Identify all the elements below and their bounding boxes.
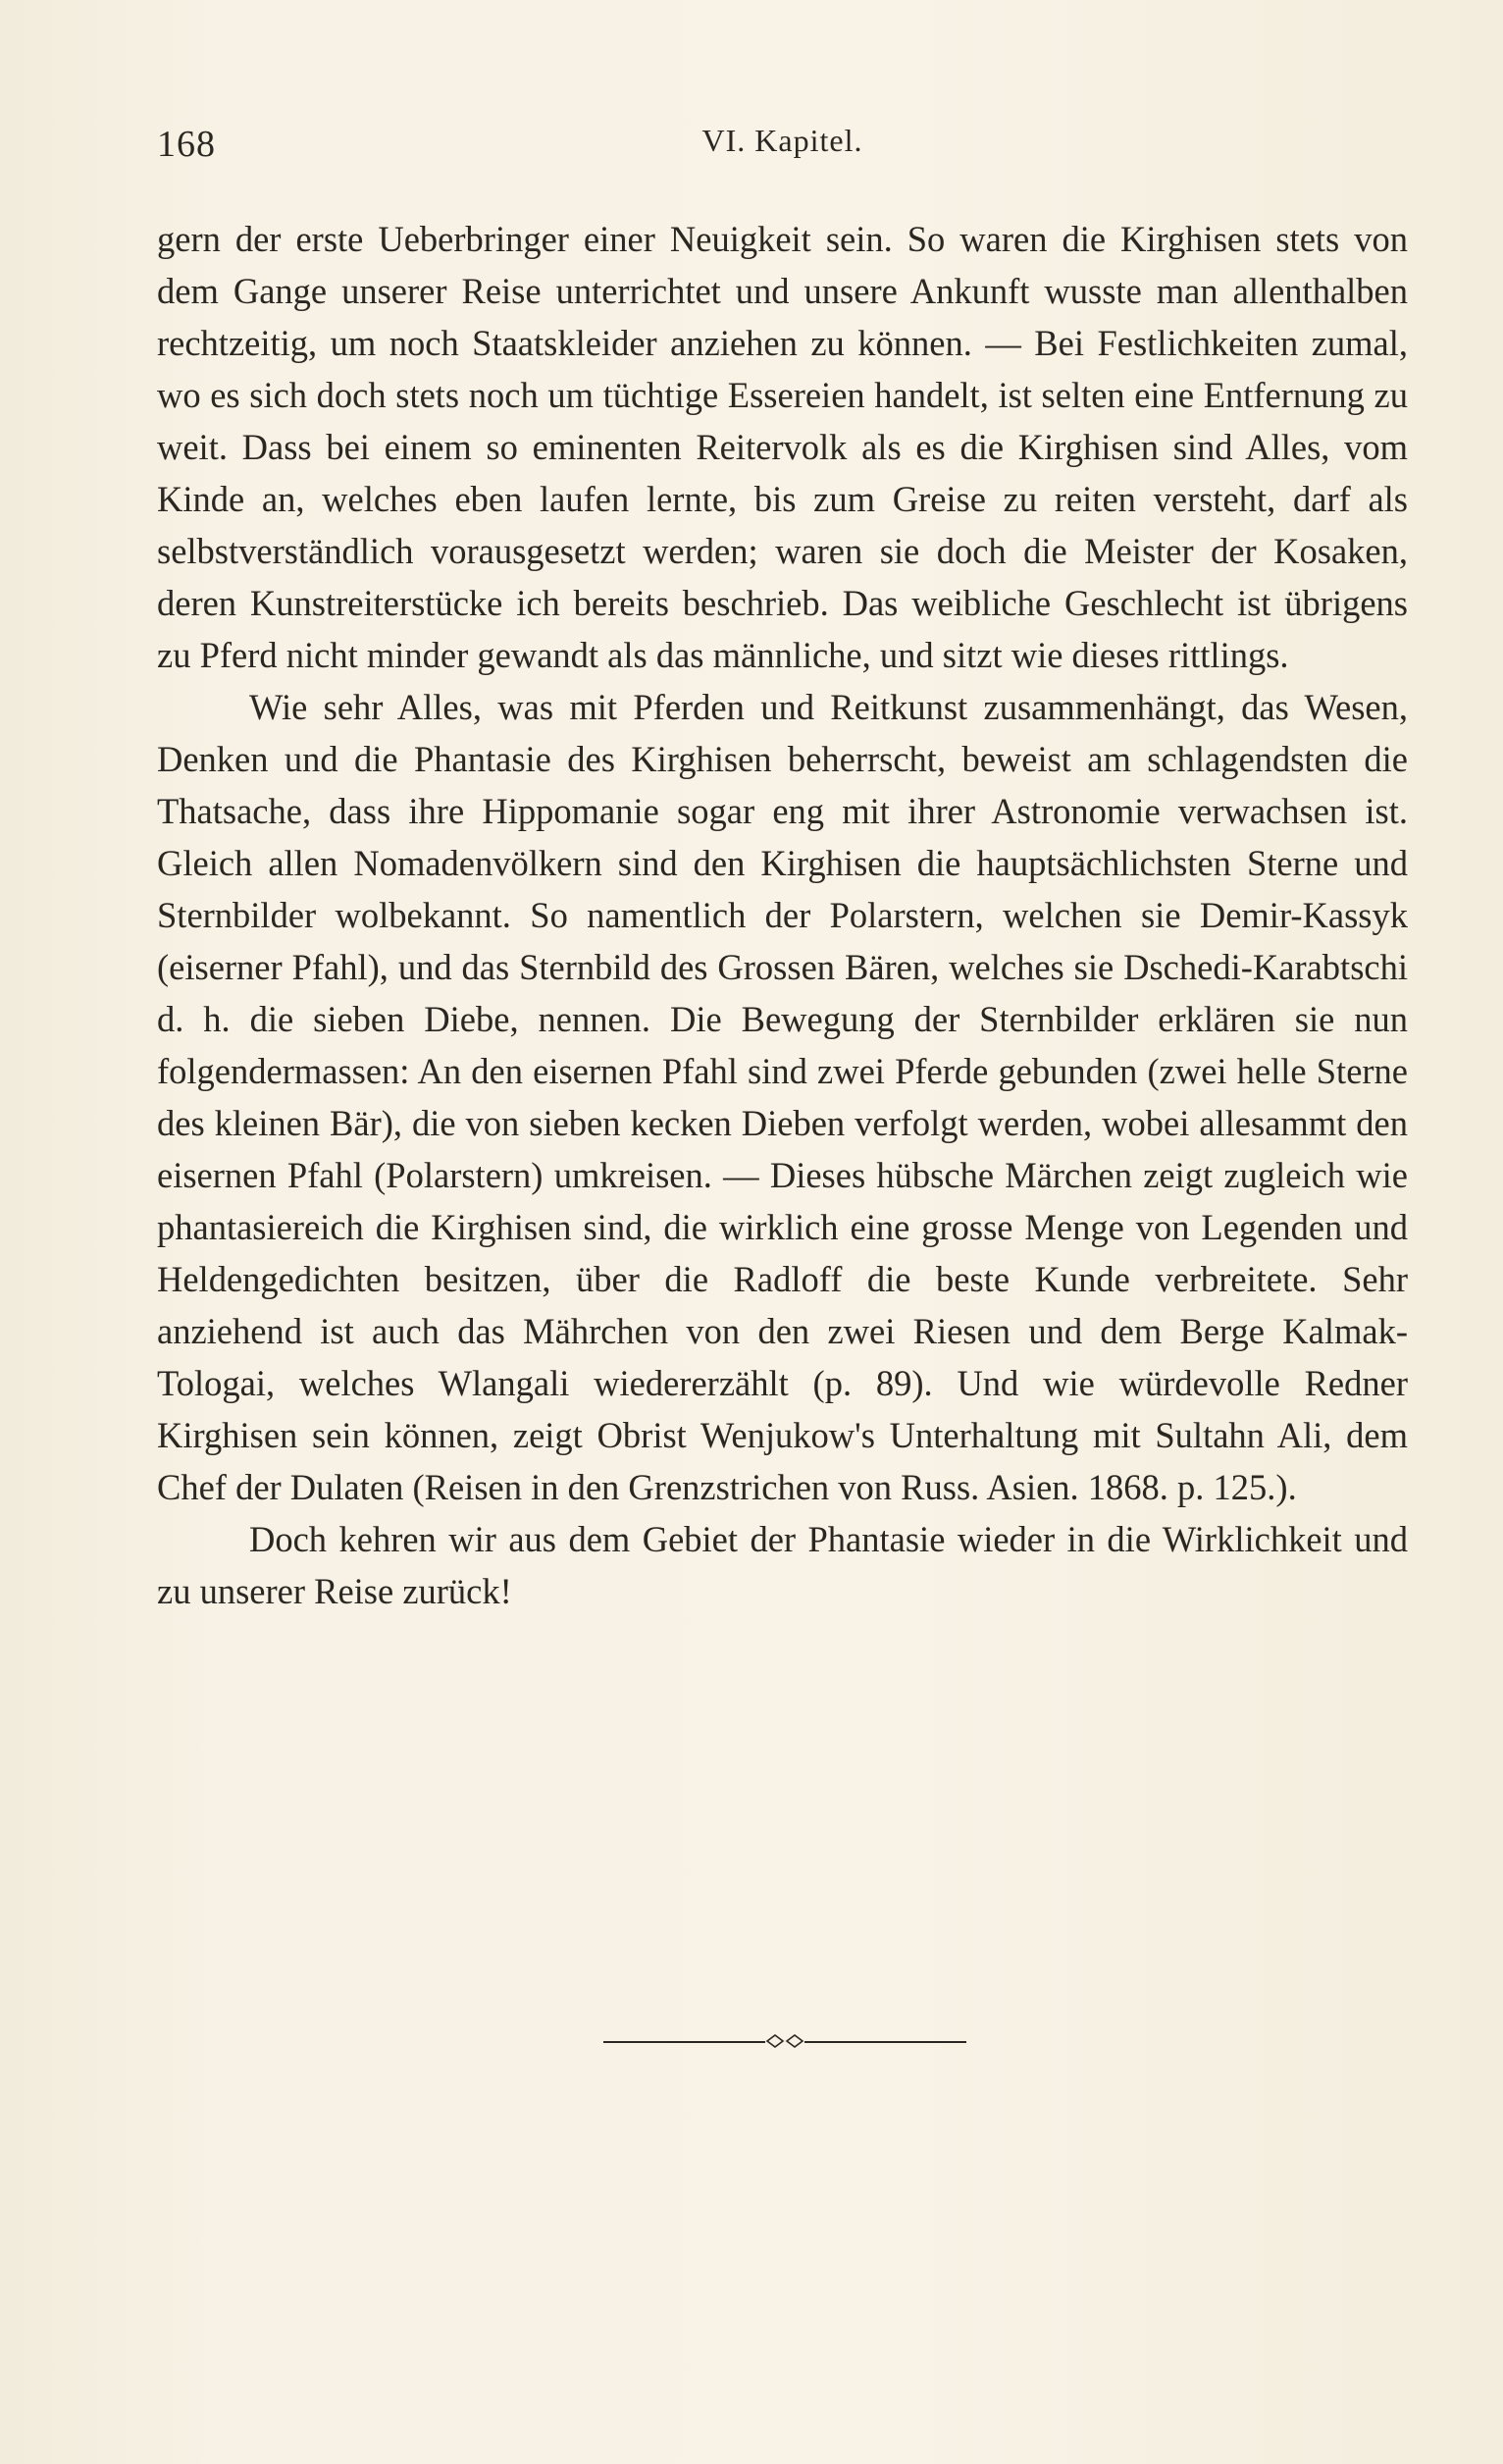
ornament-rule-left — [603, 2041, 765, 2043]
paragraph-1: gern der erste Ueberbringer einer Neuigkeit sein. So waren die Kirghisen stets von dem Gange unserer Reise unterrichtet und unsere Ankunft wusste man allenthalben rechtzeitig, um noch Staatskleider anziehen zu können. — Bei Festlichkeiten zumal, wo es sich doch stets noch um tüchtige Essereien handelt, ist selten eine Entfernung zu weit. Dass bei einem so eminenten Reitervolk als es die Kirghisen sind Alles, vom Kinde an, welches eben laufen lernte, bis zum Greise zu reiten versteht, darf als selbstverständlich vorausgesetzt werden; waren sie doch die Meister der Kosaken, deren Kunstreiterstücke ich bereits beschrieb. Das weibliche Geschlecht ist übrigens zu Pferd nicht minder gewandt als das männliche, und sitzt wie dieses rittlings. — [157, 219, 1408, 675]
double-diamond-icon — [765, 2031, 804, 2051]
ornament-rule-right — [804, 2041, 966, 2043]
body-text — [157, 213, 1408, 1617]
page-header — [157, 123, 1408, 172]
section-end-ornament-icon — [603, 2029, 966, 2053]
running-head: VI. Kapitel. — [701, 123, 863, 158]
paragraph-2: Wie sehr Alles, was mit Pferden und Reitkunst zusammenhängt, das Wesen, Denken und die Phantasie des Kirghisen beherrscht, beweist am schlagendsten die Thatsache, dass ihre Hippomanie sogar eng mit ihrer Astronomie verwachsen ist. Gleich allen Nomadenvölkern sind den Kirghisen die hauptsächlichsten Sterne und Sternbilder wolbekannt. So namentlich der Polarstern, welchen sie Demir-Kassyk (eiserner Pfahl), und das Sternbild des Grossen Bären, welches sie Dschedi-Karabtschi d. h. die sieben Diebe, nennen. Die Bewegung der Sternbilder erklären sie nun folgendermassen: An den eisernen Pfahl sind zwei Pferde gebunden (zwei helle Sterne des kleinen Bär), die von sieben kecken Dieben verfolgt werden, wobei allesammt den eisernen Pfahl (Polarstern) umkreisen. — Dieses hübsche Märchen zeigt zugleich wie phantasiereich die Kirghisen sind, die wirklich eine grosse Menge von Legenden und Heldengedichten besitzen, über die Radloff die beste Kunde verbreitete. Sehr anziehend ist auch das Mährchen von den zwei Riesen und dem Berge Kalmak-Tologai, welches Wlangali wiedererzählt (p. 89). Und wie würdevolle Redner Kirghisen sein können, zeigt Obrist Wenjukow's Unterhaltung mit Sultahn Ali, dem Chef der Dulaten (Reisen in den Grenzstrichen von Russ. Asien. 1868. p. 125.). — [157, 687, 1408, 1507]
paragraph-3: Doch kehren wir aus dem Gebiet der Phantasie wieder in die Wirklichkeit und zu unserer Reise zurück! — [157, 1519, 1408, 1611]
page-number: 168 — [157, 124, 216, 165]
